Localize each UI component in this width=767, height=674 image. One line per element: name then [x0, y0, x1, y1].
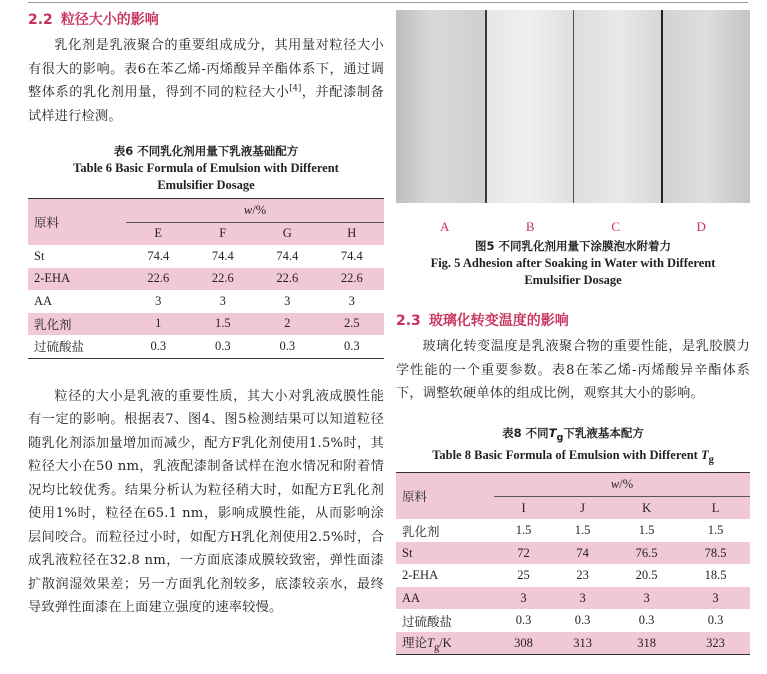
- paragraph-text: 乳化剂是乳液聚合的重要组成成分，其用量对粒径大小有很大的影响。表6在苯乙烯-丙烯酸异辛酯体系下，通过调整体系的乳化剂用量，得到不同的粒径大小: [28, 38, 384, 100]
- figure5-caption-cn: 图5 不同乳化剂用量下涂膜泡水附着力: [474, 239, 671, 253]
- column-header: E: [126, 222, 191, 245]
- column-header: H: [320, 222, 385, 245]
- cell: 74.4: [340, 248, 363, 263]
- table8-caption: [396, 424, 750, 469]
- paragraph-emulsifier-intro: [28, 34, 384, 128]
- cell: 20.5: [635, 568, 658, 583]
- unit-var: w: [610, 477, 620, 492]
- sample-strip-c: [574, 10, 662, 203]
- section-title: 玻璃化转变温度的影响: [428, 313, 569, 329]
- header-label: 原料: [28, 199, 126, 246]
- paragraph-text: ，并配漆制备试样进行检测。: [28, 85, 384, 124]
- row-label: [396, 632, 494, 655]
- cell: 18.5: [704, 568, 727, 583]
- table6-caption-cn: 表6 不同乳化剂用量下乳液基础配方: [113, 144, 299, 158]
- table-row: [396, 542, 750, 565]
- row-label: AA: [34, 293, 53, 308]
- column-header: G: [255, 222, 320, 245]
- cell: 2: [255, 313, 320, 336]
- cell: 3: [553, 587, 612, 610]
- table-row-tg: [396, 632, 750, 655]
- unit-rest: /%: [252, 202, 267, 217]
- cell: 0.3: [214, 338, 231, 353]
- right-column: [396, 10, 750, 655]
- table-row: [396, 609, 750, 632]
- top-rule: [28, 2, 748, 3]
- row-label: 乳化剂: [28, 313, 126, 336]
- cell: 1: [126, 313, 191, 336]
- row-label-text: 理论: [402, 635, 428, 650]
- cell: 23: [576, 568, 589, 583]
- sample-strip-a: [396, 10, 486, 203]
- cell: 3: [155, 293, 162, 308]
- row-label-var: T: [427, 635, 434, 650]
- cell: 313: [553, 632, 612, 655]
- table6: [28, 198, 384, 359]
- column-header: L: [681, 496, 750, 519]
- column-header: J: [553, 496, 612, 519]
- cell: 22.6: [255, 268, 320, 291]
- row-label: 过硫酸盐: [402, 614, 453, 629]
- table-header-row: [396, 473, 750, 497]
- section-number: 2.3: [396, 313, 421, 329]
- table-row: [396, 564, 750, 587]
- column-header: K: [612, 496, 681, 519]
- table-row: [396, 587, 750, 610]
- figure5-labels: [396, 219, 750, 235]
- cell: 323: [681, 632, 750, 655]
- unit-header: [126, 199, 384, 223]
- strip-gap: [573, 10, 574, 203]
- table-header-row: [28, 199, 384, 223]
- row-label: 2-EHA: [28, 268, 126, 291]
- table6-caption: [28, 142, 384, 194]
- figure5-photo: [396, 10, 750, 203]
- unit-var: w: [243, 202, 253, 217]
- cell: 1.5: [638, 523, 655, 538]
- cell: 74.4: [147, 248, 170, 263]
- column-header: I: [494, 496, 553, 519]
- column-header: F: [191, 222, 256, 245]
- row-label: AA: [396, 587, 494, 610]
- table8: [396, 472, 750, 655]
- caption-text: Table 8 Basic Formula of Emulsion with Different: [432, 447, 701, 462]
- row-label: 乳化剂: [402, 524, 440, 539]
- cell: 22.6: [191, 268, 256, 291]
- paragraph-tg-intro: 玻璃化转变温度是乳液聚合物的重要性能，是乳胶膜力学性能的一个重要参数。表8在苯乙烯-丙烯酸异辛酯体系下，调整软硬单体的组成比例，观察其大小的影响。: [396, 339, 750, 401]
- cell: 3: [612, 587, 681, 610]
- figure5-caption-en: Fig. 5 Adhesion after Soaking in Water with Different Emulsifier Dosage: [430, 256, 716, 287]
- section-number: 2.2: [28, 12, 53, 28]
- table-row: [28, 313, 384, 336]
- caption-sub: g: [708, 454, 714, 466]
- caption-text: 下乳液基本配方: [563, 425, 644, 440]
- sample-label: A: [440, 219, 450, 234]
- cell: 3: [219, 293, 226, 308]
- cell: 2.5: [320, 313, 385, 336]
- table-row: [396, 519, 750, 542]
- cell: 78.5: [681, 542, 750, 565]
- caption-var: T: [700, 447, 709, 462]
- paragraph-particle-size: 粒径的大小是乳液的重要性质，其大小对乳液成膜性能有一定的影响。根据表7、图4、图5检测结果可以知道粒径随乳化剂添加量增加而减少，配方F乳化剂使用1.5%时，其粒径大小在50 nm，乳液配漆制备试样在泡水情况和附着情况均比较优秀。结果分析认为粒径稍大时，如配方E乳化剂使用1%时，粒径在65.1 nm，影响成膜性能，从而影响涂层间咬合。而粒径过小时，如配方H乳化剂使用2.5%时，合成乳液粒径在32.8 nm，一方面底漆成膜较致密，弹性面漆扩散润湿效果差；另一方面乳化剂较多，底漆较亲水，最终导致弹性面漆在上面建立强度的速率较慢。: [28, 388, 384, 615]
- cell: 3: [284, 293, 291, 308]
- cell: 0.3: [150, 338, 167, 353]
- section-heading-2-2: [28, 10, 384, 30]
- sample-strip-b: [486, 10, 574, 203]
- table6-caption-en: Table 6 Basic Formula of Emulsion with Different Emulsifier Dosage: [73, 161, 339, 192]
- sample-label: C: [611, 219, 621, 234]
- strip-gap: [485, 10, 487, 203]
- left-column: [28, 10, 384, 620]
- cell: 308: [494, 632, 553, 655]
- cell: 0.3: [279, 338, 296, 353]
- row-label: 2-EHA: [402, 568, 439, 583]
- section-heading-2-3: [396, 311, 750, 331]
- cell: 3: [494, 587, 553, 610]
- caption-text: 表8 不同: [502, 425, 549, 440]
- caption-var: T: [548, 425, 557, 440]
- table8-caption-en: [396, 447, 750, 469]
- section-title: 粒径大小的影响: [60, 12, 159, 28]
- strip-gap: [661, 10, 663, 203]
- table-row: [28, 245, 384, 268]
- cell: 0.3: [574, 613, 591, 628]
- row-label-text: /K: [439, 635, 452, 650]
- sample-label: B: [525, 219, 535, 234]
- figure5-caption: [396, 237, 750, 289]
- row-label: St: [34, 248, 45, 263]
- cell: 74.4: [211, 248, 234, 263]
- table-row: [28, 335, 384, 358]
- cell: 3: [681, 587, 750, 610]
- row-label-sub: g: [433, 642, 440, 654]
- unit-header: [494, 473, 750, 497]
- sample-label: D: [696, 219, 706, 234]
- row-label: St: [396, 542, 494, 565]
- cell: 0.3: [707, 613, 724, 628]
- cell: 1.5: [515, 523, 532, 538]
- cell: 3: [348, 293, 355, 308]
- cell: 74: [553, 542, 612, 565]
- cell: 22.6: [126, 268, 191, 291]
- row-label: 过硫酸盐: [34, 340, 85, 355]
- cell: 74.4: [276, 248, 299, 263]
- cell: 25: [517, 568, 530, 583]
- table-row: [28, 290, 384, 313]
- header-label: 原料: [396, 473, 494, 520]
- cell: 72: [494, 542, 553, 565]
- cell: 318: [612, 632, 681, 655]
- cell: 0.3: [515, 613, 532, 628]
- cell: 0.3: [343, 338, 360, 353]
- cell: 76.5: [612, 542, 681, 565]
- cell: 1.5: [707, 523, 724, 538]
- cell: 1.5: [191, 313, 256, 336]
- unit-rest: /%: [619, 477, 634, 492]
- cell: 0.3: [638, 613, 655, 628]
- citation-ref[interactable]: [4]: [289, 83, 302, 93]
- caption-sub: g: [556, 431, 564, 443]
- sample-strip-d: [662, 10, 750, 203]
- table8-caption-cn: [396, 424, 750, 447]
- cell: 1.5: [574, 523, 591, 538]
- table-row: [28, 268, 384, 291]
- cell: 22.6: [320, 268, 385, 291]
